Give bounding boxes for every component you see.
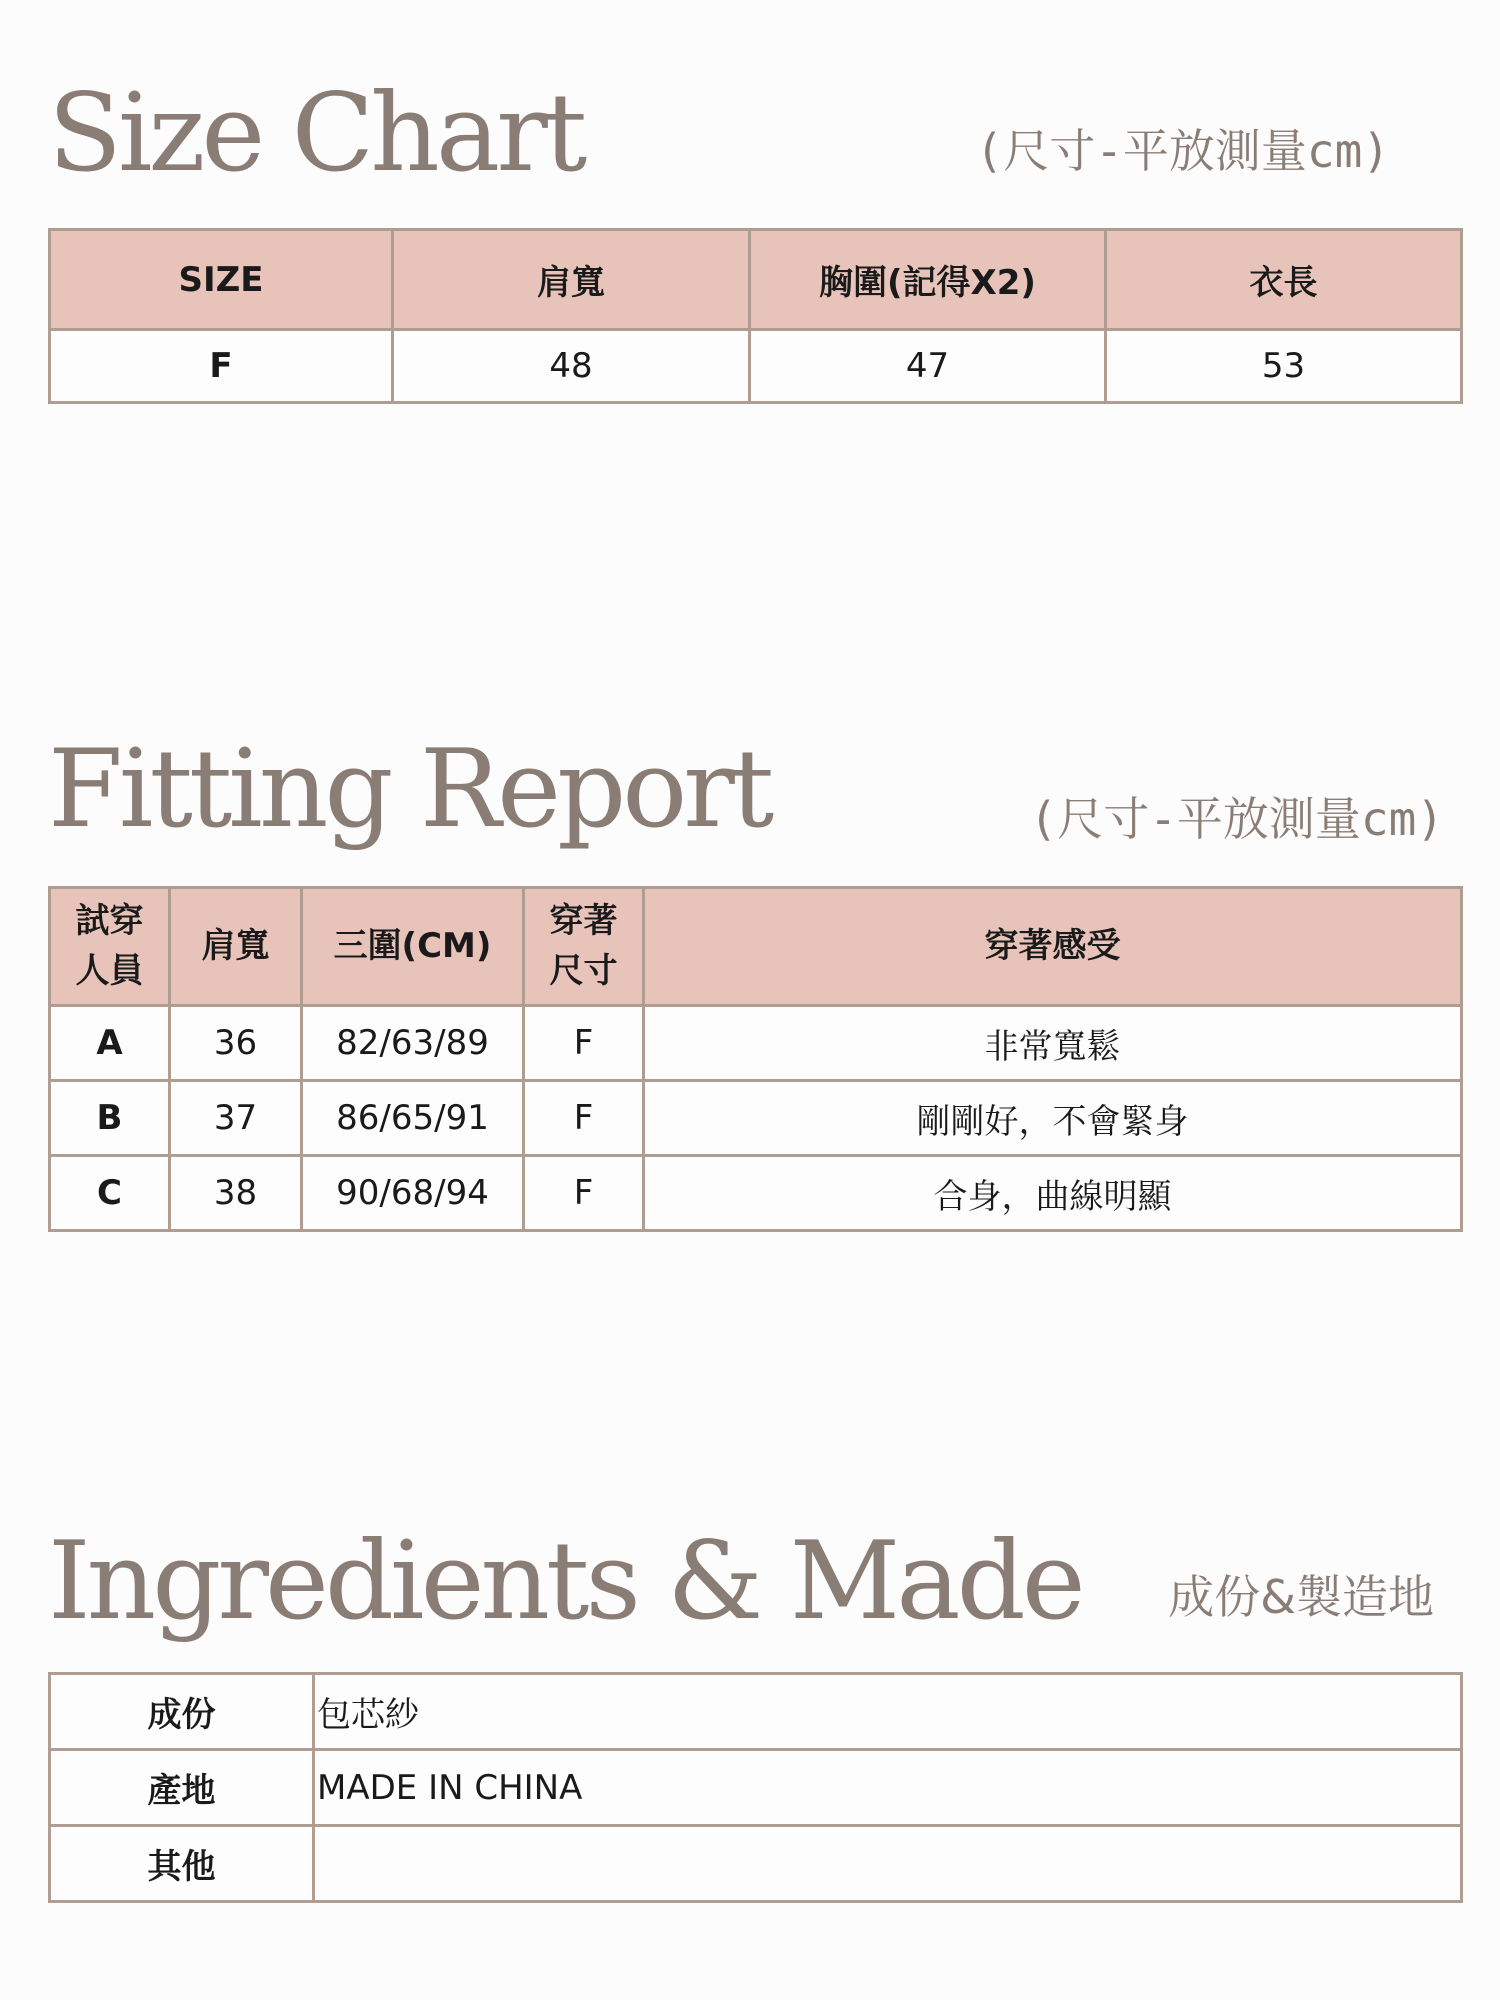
table-row — [50, 1674, 1462, 1750]
fit-cell-shoulder: 36 — [170, 1006, 302, 1081]
fitting-report-title: Fitting Report — [48, 727, 771, 852]
size-cell-length: 53 — [1106, 330, 1462, 403]
fit-header-tester: 試穿 人員 — [50, 888, 170, 1006]
fit-header-shoulder: 肩寬 — [170, 888, 302, 1006]
table-row — [50, 330, 1462, 403]
fitting-report-table — [48, 886, 1463, 1232]
fit-cell-tester: C — [50, 1156, 170, 1231]
fit-cell-measurements: 82/63/89 — [302, 1006, 524, 1081]
fit-cell-measurements: 86/65/91 — [302, 1081, 524, 1156]
size-chart-header-row — [50, 230, 1462, 330]
size-cell-size: F — [50, 330, 393, 403]
ingredients-label-material: 成份 — [50, 1674, 314, 1750]
fit-cell-size: F — [524, 1006, 644, 1081]
ingredients-title: Ingredients & Made — [48, 1519, 1082, 1644]
fit-header-feeling: 穿著感受 — [644, 888, 1462, 1006]
fitting-header-row — [50, 888, 1462, 1006]
fit-cell-feeling: 合身，曲線明顯 — [644, 1156, 1462, 1231]
table-row — [50, 1081, 1462, 1156]
ingredients-value-material: 包芯紗 — [314, 1674, 1462, 1750]
fitting-report-note: (尺寸-平放測量cm) — [1029, 792, 1444, 846]
size-cell-shoulder: 48 — [393, 330, 750, 403]
fit-cell-feeling: 剛剛好，不會緊身 — [644, 1081, 1462, 1156]
ingredients-label-other: 其他 — [50, 1826, 314, 1902]
table-row — [50, 1750, 1462, 1826]
fit-header-measurements: 三圍(CM) — [302, 888, 524, 1006]
size-chart-table — [48, 228, 1463, 404]
size-chart-title: Size Chart — [48, 71, 584, 196]
size-header-shoulder: 肩寬 — [393, 230, 750, 330]
fit-cell-shoulder: 37 — [170, 1081, 302, 1156]
fit-cell-tester: B — [50, 1081, 170, 1156]
ingredients-label-origin: 產地 — [50, 1750, 314, 1826]
fit-cell-shoulder: 38 — [170, 1156, 302, 1231]
size-cell-chest: 47 — [750, 330, 1106, 403]
fit-cell-measurements: 90/68/94 — [302, 1156, 524, 1231]
size-chart-note: (尺寸-平放測量cm) — [975, 124, 1390, 178]
ingredients-value-origin: MADE IN CHINA — [314, 1750, 1462, 1826]
ingredients-table — [48, 1672, 1463, 1903]
size-header-length: 衣長 — [1106, 230, 1462, 330]
table-row — [50, 1156, 1462, 1231]
fit-cell-size: F — [524, 1156, 644, 1231]
ingredients-value-other — [314, 1826, 1462, 1902]
ingredients-note: 成份&製造地 — [1168, 1570, 1434, 1624]
size-header-size: SIZE — [50, 230, 393, 330]
table-row — [50, 1006, 1462, 1081]
fit-cell-tester: A — [50, 1006, 170, 1081]
size-header-chest: 胸圍(記得X2) — [750, 230, 1106, 330]
fit-header-size: 穿著 尺寸 — [524, 888, 644, 1006]
fit-cell-size: F — [524, 1081, 644, 1156]
fit-cell-feeling: 非常寬鬆 — [644, 1006, 1462, 1081]
table-row — [50, 1826, 1462, 1902]
